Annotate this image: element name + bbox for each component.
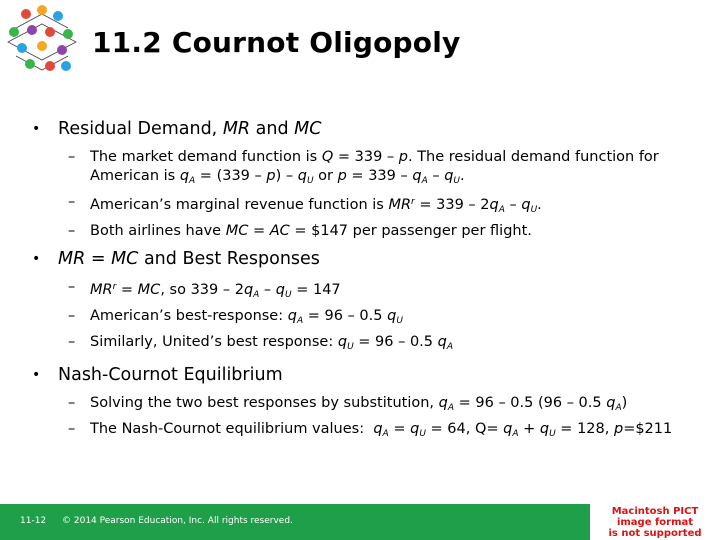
bullet-group-nash-cournot: [30, 364, 690, 444]
bullet-nash-cournot: • Nash-Cournot Equilibrium: [32, 365, 283, 385]
bullet-group-best-responses: [30, 248, 690, 357]
subbullet-substitution: – Solving the two best responses by substitution, $q_A = 96 - 0.5$ (96 – 0.5 $q_A$): [68, 395, 628, 413]
subbullet-marginal-revenue: – American’s marginal revenue function is $MR^r = 339 - 2q_A - q_U$.: [68, 194, 542, 215]
slide-title: 11.2 Cournot Oligopoly: [92, 26, 461, 59]
subbullet-united-best-response: – Similarly, United’s best response: $q_U = 96 - 0.5$ $q_A$: [68, 334, 454, 352]
bullet-mr-mc-best-responses: • MR = MC and Best Responses: [32, 249, 320, 269]
pict-unsupported-notice: [590, 502, 720, 540]
subbullet-equilibrium-values: – The Nash-Cournot equilibrium values: $q_A = q_U = 64$, $Q= q_A + q_U = 128$, p=$211: [68, 421, 673, 439]
pict-notice-line: image format: [616, 517, 694, 528]
bullet-icon: •: [32, 121, 41, 137]
pict-notice-line: Macintosh PICT: [611, 506, 699, 517]
subbullet-american-best-response: – American’s best-response: $q_A = 96 - 0.5$ $q_U$: [68, 308, 403, 326]
slide-body: [30, 118, 690, 451]
pict-notice-line: is not supported: [608, 528, 702, 539]
bullet-group-residual-demand: [30, 118, 690, 241]
slide-number: 11-12: [20, 516, 47, 526]
bullet-icon: •: [32, 367, 41, 383]
copyright-text: © 2014 Pearson Education, Inc. All rights reserved.: [62, 516, 293, 526]
subbullet-mc-ac: – Both airlines have MC = AC = $147 per passenger per flight.: [68, 223, 532, 239]
subbullet-market-demand: – The market demand function is Q = 339 – p. The residual demand function for American is $q_A = (339 - p) - q_U$ or $p = 339 - q_A - q_U$.: [68, 149, 659, 186]
logo-icon: [2, 4, 82, 80]
bullet-icon: •: [32, 251, 41, 267]
subbullet-mr-equals-mc: – $MR^r$ = MC, so $339 - 2q_A - q_U = 147$: [68, 279, 341, 300]
bullet-residual-demand: • Residual Demand, MR and MC: [32, 119, 322, 139]
